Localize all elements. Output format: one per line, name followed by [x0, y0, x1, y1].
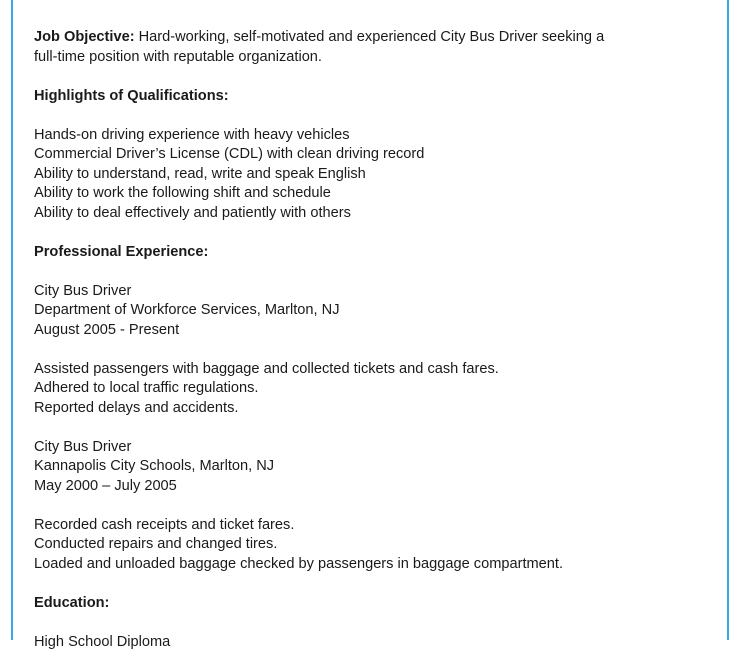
job-duty: Loaded and unloaded baggage checked by passengers in baggage compartment. [34, 555, 674, 575]
job-employer: Department of Workforce Services, Marlton, NJ [34, 301, 674, 321]
job-duty: Assisted passengers with baggage and collected tickets and cash fares. [34, 360, 674, 380]
education-degree: High School Diploma [34, 633, 674, 652]
job-title: City Bus Driver [34, 438, 674, 458]
qualification-item: Ability to understand, read, write and speak English [34, 165, 674, 185]
job-objective-text-1: Hard-working, self-motivated and experienced City Bus Driver seeking a [135, 29, 605, 45]
education-heading: Education: [34, 594, 674, 614]
qualification-item: Ability to work the following shift and schedule [34, 184, 674, 204]
job-duty: Recorded cash receipts and ticket fares. [34, 516, 674, 536]
job-entry [34, 438, 674, 575]
job-employer: Kannapolis City Schools, Marlton, NJ [34, 457, 674, 477]
right-border-line [727, 0, 729, 640]
job-duty: Adhered to local traffic regulations. [34, 379, 674, 399]
job-entry [34, 282, 674, 419]
qualification-item: Commercial Driver’s License (CDL) with clean driving record [34, 145, 674, 165]
job-objective-label: Job Objective: [34, 29, 135, 45]
job-duty: Reported delays and accidents. [34, 399, 674, 419]
job-duty: Conducted repairs and changed tires. [34, 535, 674, 555]
job-dates: August 2005 - Present [34, 321, 674, 341]
job-title: City Bus Driver [34, 282, 674, 302]
left-border-line [11, 0, 13, 640]
job-objective-text-2: full-time position with reputable organization. [34, 48, 674, 68]
job-objective [34, 28, 674, 67]
qualifications-list [34, 126, 674, 224]
job-dates: May 2000 – July 2005 [34, 477, 674, 497]
experience-heading: Professional Experience: [34, 243, 674, 263]
resume-content [34, 28, 674, 652]
qualifications-heading: Highlights of Qualifications: [34, 87, 674, 107]
qualification-item: Ability to deal effectively and patiently with others [34, 204, 674, 224]
qualification-item: Hands-on driving experience with heavy vehicles [34, 126, 674, 146]
